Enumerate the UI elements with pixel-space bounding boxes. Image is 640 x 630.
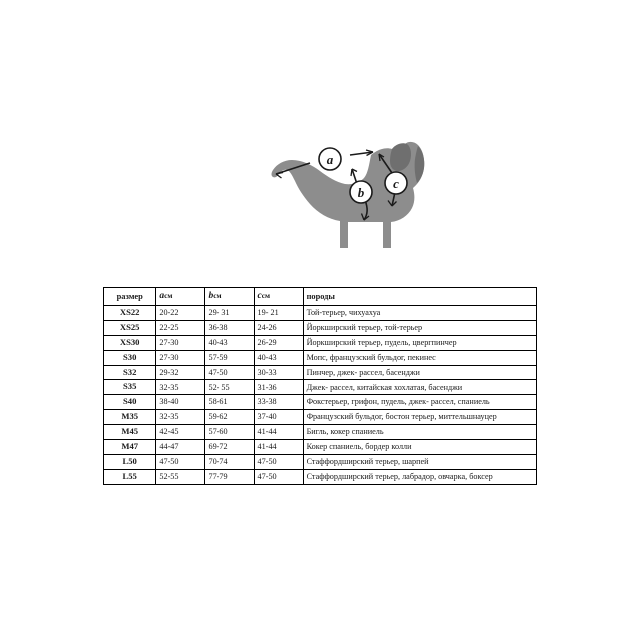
column-header-a-unit: см [164, 291, 173, 301]
table-header-row [104, 288, 537, 306]
table-header [104, 288, 537, 306]
cell-breeds: Французский бульдог, бостон терьер, миттельшнауцер [303, 410, 536, 425]
cell-a: 42-45 [156, 425, 205, 440]
cell-c: 47-50 [254, 469, 303, 484]
table-row [104, 365, 537, 380]
cell-b: 52- 55 [205, 380, 254, 395]
column-header-b [205, 288, 254, 306]
cell-a: 27-30 [156, 350, 205, 365]
cell-c: 33-38 [254, 395, 303, 410]
cell-c: 26-29 [254, 335, 303, 350]
column-header-breeds: породы [303, 288, 536, 306]
cell-breeds: Йоркширский терьер, той-терьер [303, 320, 536, 335]
cell-breeds: Мопс, французский бульдог, пекинес [303, 350, 536, 365]
cell-a: 20-22 [156, 306, 205, 321]
cell-b: 36-38 [205, 320, 254, 335]
cell-size: L50 [104, 454, 156, 469]
dog-measurement-illustration [240, 140, 440, 270]
cell-c: 40-43 [254, 350, 303, 365]
table-row [104, 395, 537, 410]
column-header-c-unit: см [261, 291, 271, 301]
cell-a: 27-30 [156, 335, 205, 350]
column-header-a [156, 288, 205, 306]
marker-c-label: c [393, 176, 399, 191]
cell-c: 31-36 [254, 380, 303, 395]
column-header-size: размер [104, 288, 156, 306]
cell-size: XS25 [104, 320, 156, 335]
cell-size: XS30 [104, 335, 156, 350]
cell-c: 41-44 [254, 439, 303, 454]
cell-breeds: Бигль, кокер спаниель [303, 425, 536, 440]
column-header-c-letter: c [257, 291, 262, 302]
cell-c: 37-40 [254, 410, 303, 425]
cell-breeds: Стаффордширский терьер, шарпей [303, 454, 536, 469]
column-header-c [254, 288, 303, 306]
cell-c: 41-44 [254, 425, 303, 440]
marker-a-label: a [326, 152, 334, 167]
dog-body-shape [272, 142, 425, 248]
cell-size: M47 [104, 439, 156, 454]
column-header-b-unit: см [213, 291, 222, 301]
table-row [104, 410, 537, 425]
cell-size: S35 [104, 380, 156, 395]
cell-a: 32-35 [156, 410, 205, 425]
cell-b: 77-79 [205, 469, 254, 484]
cell-size: S32 [104, 365, 156, 380]
table-row [104, 335, 537, 350]
cell-b: 57-60 [205, 425, 254, 440]
table-row [104, 350, 537, 365]
cell-a: 32-35 [156, 380, 205, 395]
cell-c: 30-33 [254, 365, 303, 380]
cell-breeds: Джек- рассел, китайская хохлатая, басенджи [303, 380, 536, 395]
cell-size: XS22 [104, 306, 156, 321]
cell-b: 70-74 [205, 454, 254, 469]
cell-breeds: Фокстерьер, грифон, пудель, джек- рассел, спаниель [303, 395, 536, 410]
cell-c: 47-50 [254, 454, 303, 469]
cell-b: 58-61 [205, 395, 254, 410]
marker-a [319, 148, 341, 170]
table-row [104, 380, 537, 395]
table-row [104, 469, 537, 484]
table-row [104, 454, 537, 469]
cell-c: 24-26 [254, 320, 303, 335]
cell-a: 47-50 [156, 454, 205, 469]
marker-c [385, 172, 407, 194]
cell-size: S30 [104, 350, 156, 365]
cell-size: L55 [104, 469, 156, 484]
cell-a: 44-47 [156, 439, 205, 454]
cell-b: 29- 31 [205, 306, 254, 321]
cell-a: 38-40 [156, 395, 205, 410]
column-header-a-letter: a [159, 291, 165, 302]
table-row [104, 306, 537, 321]
cell-breeds: Йоркширский терьер, пудель, цвергпинчер [303, 335, 536, 350]
cell-size: S40 [104, 395, 156, 410]
size-table [103, 287, 537, 485]
cell-b: 40-43 [205, 335, 254, 350]
marker-b-label: b [357, 185, 365, 200]
cell-breeds: Пинчер, джек- рассел, басенджи [303, 365, 536, 380]
dog-silhouette-svg [240, 140, 440, 270]
cell-b: 47-50 [205, 365, 254, 380]
cell-a: 52-55 [156, 469, 205, 484]
table-row [104, 425, 537, 440]
cell-breeds: Той-терьер, чихуахуа [303, 306, 536, 321]
column-header-b-letter: b [208, 291, 214, 302]
cell-b: 59-62 [205, 410, 254, 425]
marker-b [350, 181, 372, 203]
table-row [104, 320, 537, 335]
cell-a: 22-25 [156, 320, 205, 335]
table-body [104, 306, 537, 485]
cell-size: M45 [104, 425, 156, 440]
cell-c: 19- 21 [254, 306, 303, 321]
cell-size: M35 [104, 410, 156, 425]
cell-breeds: Стаффордширский терьер, лабрадор, овчарка, боксер [303, 469, 536, 484]
cell-a: 29-32 [156, 365, 205, 380]
cell-b: 57-59 [205, 350, 254, 365]
cell-b: 69-72 [205, 439, 254, 454]
table-row [104, 439, 537, 454]
cell-breeds: Кокер спаниель, бордер колли [303, 439, 536, 454]
